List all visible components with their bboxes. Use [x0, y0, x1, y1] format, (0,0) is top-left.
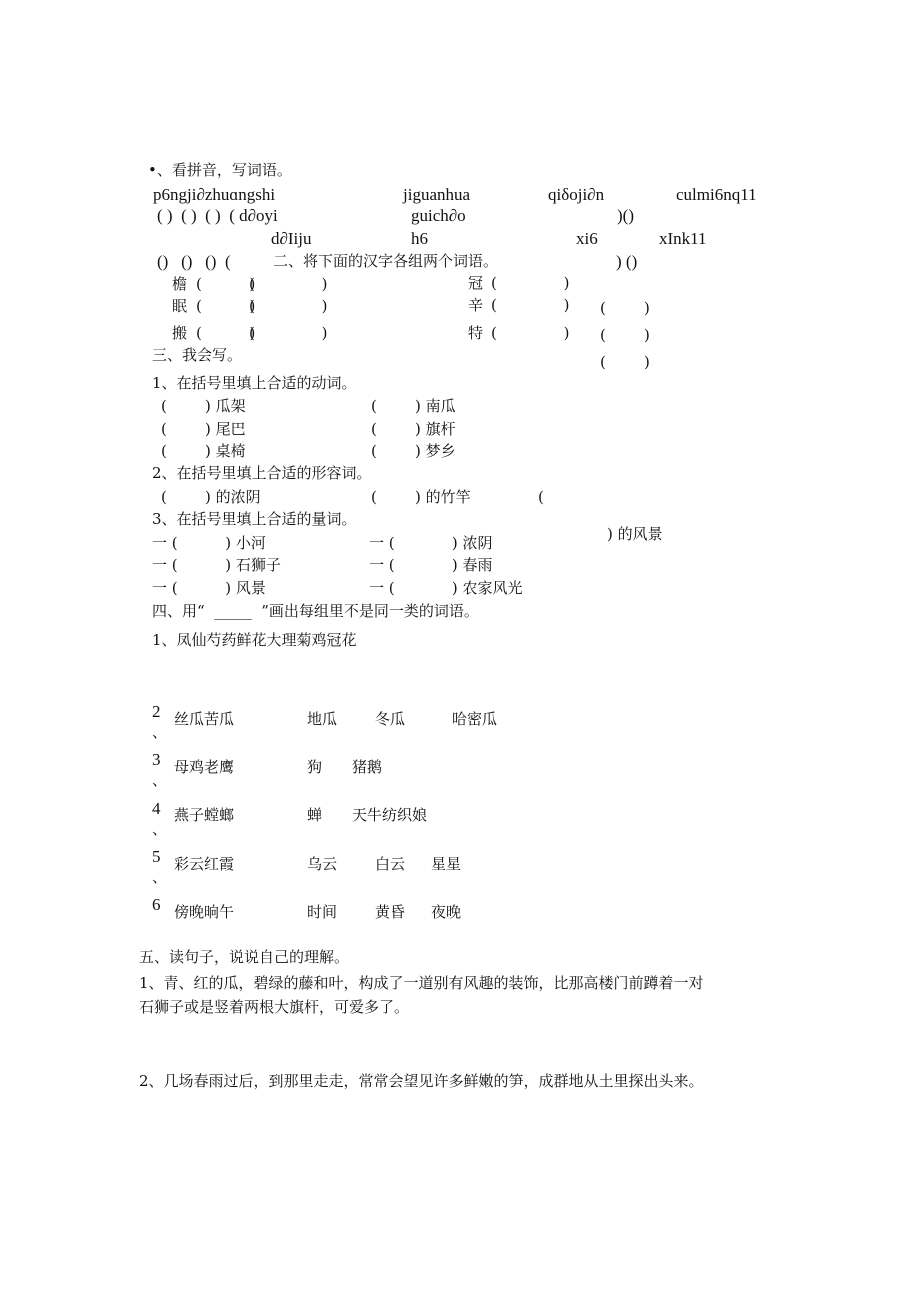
char-special: 特	[468, 324, 484, 342]
answer-bracket[interactable]: ( )	[491, 296, 570, 314]
word[interactable]: 天牛纺织娘	[352, 806, 428, 824]
pinyin-3: qiδoji∂n	[548, 185, 605, 204]
char-sleep: 眠	[172, 297, 188, 315]
sentence-1-line-1: 1、青、红的瓜，碧绿的藤和叶，构成了一道别有风趣的装饰，比那高楼门前蹲着一对	[139, 974, 704, 992]
char-eave: 檐	[172, 275, 188, 293]
answer-bracket[interactable]: ( )	[249, 275, 328, 293]
pinyin-7: h6	[411, 229, 428, 248]
word[interactable]: 冬瓜	[375, 710, 406, 728]
group-number: 5	[152, 847, 161, 866]
word[interactable]: 猪鹅	[352, 758, 383, 776]
section2-title: 二、将下面的汉字各组两个词语。	[273, 252, 499, 270]
word[interactable]: 狗	[307, 758, 323, 776]
group-number: 3	[152, 750, 161, 769]
section1-title: •、看拼音，写词语。	[148, 161, 292, 179]
word[interactable]: 燕子螳螂	[174, 806, 235, 824]
group-separator: 、	[152, 868, 168, 886]
answer-bracket[interactable]: ( )	[600, 299, 650, 317]
question-1: 1、在括号里填上合适的动词。	[152, 374, 357, 392]
fill-item[interactable]: 一 ( ) 风景	[152, 579, 266, 597]
word[interactable]: 丝瓜苦瓜	[174, 710, 235, 728]
question-2: 2、在括号里填上合适的形容词。	[152, 464, 372, 482]
question-3: 3、在括号里填上合适的量词。	[152, 510, 357, 528]
char-move: 搬	[172, 324, 188, 342]
answer-brackets-row1[interactable]: ( ) ( ) ( ) ( d∂oyi	[157, 206, 278, 225]
word[interactable]: 蝉	[307, 806, 323, 824]
word[interactable]: 地瓜	[307, 710, 338, 728]
sentence-2: 2、几场春雨过后，到那里走走，常常会望见许多鲜嫩的笋，成群地从土里探出头来。	[139, 1072, 704, 1090]
fill-item[interactable]: ( ) 瓜架	[161, 397, 246, 415]
answer-bracket[interactable]: ( )	[196, 275, 256, 293]
group-separator: 、	[152, 820, 168, 838]
answer-bracket[interactable]: ( )	[249, 297, 328, 315]
section3-title: 三、我会写。	[152, 346, 243, 364]
pinyin-8: xi6	[576, 229, 598, 248]
fill-item[interactable]: ( ) 尾巴	[161, 420, 246, 438]
section5-title: 五、读句子，说说自己的理解。	[139, 948, 350, 966]
word[interactable]: 时间	[307, 903, 338, 921]
answer-bracket[interactable]: ( )	[600, 326, 650, 344]
pinyin-6: d∂Iiju	[271, 229, 312, 248]
word[interactable]: 夜晚	[431, 903, 462, 921]
pinyin-5: guich∂o	[411, 206, 466, 225]
pinyin-9: xInk11	[659, 229, 707, 248]
fill-item[interactable]: ( ) 的竹竿	[371, 488, 471, 506]
group-separator: 、	[152, 723, 168, 741]
word[interactable]: 母鸡老鹰	[174, 758, 235, 776]
word[interactable]: 傍晚晌午	[174, 903, 235, 921]
fill-item[interactable]: 一 ( ) 春雨	[369, 556, 493, 574]
answer-brackets-row1-right[interactable]: )()	[617, 206, 634, 225]
word[interactable]: 乌云	[307, 855, 338, 873]
fill-item[interactable]: ) 的风景	[607, 525, 663, 543]
fill-item[interactable]: ( ) 梦乡	[371, 442, 456, 460]
fill-item[interactable]: 一 ( ) 农家风光	[369, 579, 523, 597]
sentence-1-line-2: 石狮子或是竖着两根大旗杆，可爱多了。	[139, 998, 410, 1016]
fill-item[interactable]: 一 ( ) 浓阴	[369, 534, 493, 552]
fill-item[interactable]: ( ) 桌椅	[161, 442, 246, 460]
answer-bracket[interactable]: ( )	[491, 274, 570, 292]
answer-brackets-row2-right[interactable]: ) ()	[616, 252, 638, 271]
char-crown: 冠	[468, 274, 484, 292]
group-item-1: 1、凤仙芍药鲜花大理菊鸡冠花	[152, 631, 357, 649]
word[interactable]: 白云	[375, 855, 406, 873]
fill-item[interactable]: ( ) 的浓阴	[161, 488, 261, 506]
answer-bracket[interactable]: ( )	[249, 324, 328, 342]
fill-item[interactable]: 一 ( ) 小河	[152, 534, 266, 552]
fill-item[interactable]: ( ) 旗杆	[371, 420, 456, 438]
word[interactable]: 彩云红霞	[174, 855, 235, 873]
word[interactable]: 黄昏	[375, 903, 406, 921]
group-number: 6	[152, 895, 161, 914]
word[interactable]: 哈密瓜	[452, 710, 498, 728]
group-number: 4	[152, 799, 161, 818]
group-separator: 、	[152, 771, 168, 789]
pinyin-4: culmi6nq11	[676, 185, 757, 204]
pinyin-2: jiguanhua	[403, 185, 471, 204]
group-number: 2	[152, 702, 161, 721]
answer-bracket[interactable]: ( )	[196, 297, 256, 315]
answer-bracket[interactable]: ( )	[491, 324, 570, 342]
word[interactable]: 星星	[431, 855, 462, 873]
answer-bracket[interactable]: ( )	[196, 324, 256, 342]
answer-bracket[interactable]: ( )	[600, 353, 650, 371]
char-hard: 辛	[468, 296, 484, 314]
fill-item[interactable]: (	[538, 488, 544, 506]
pinyin-1: p6ngji∂zhuɑngshi	[153, 185, 276, 204]
section4-title: 四、用“ _____ ”画出每组里不是同一类的词语。	[152, 602, 479, 620]
fill-item[interactable]: 一 ( ) 石狮子	[152, 556, 281, 574]
answer-brackets-row2[interactable]: () () () (	[157, 252, 231, 271]
fill-item[interactable]: ( ) 南瓜	[371, 397, 456, 415]
